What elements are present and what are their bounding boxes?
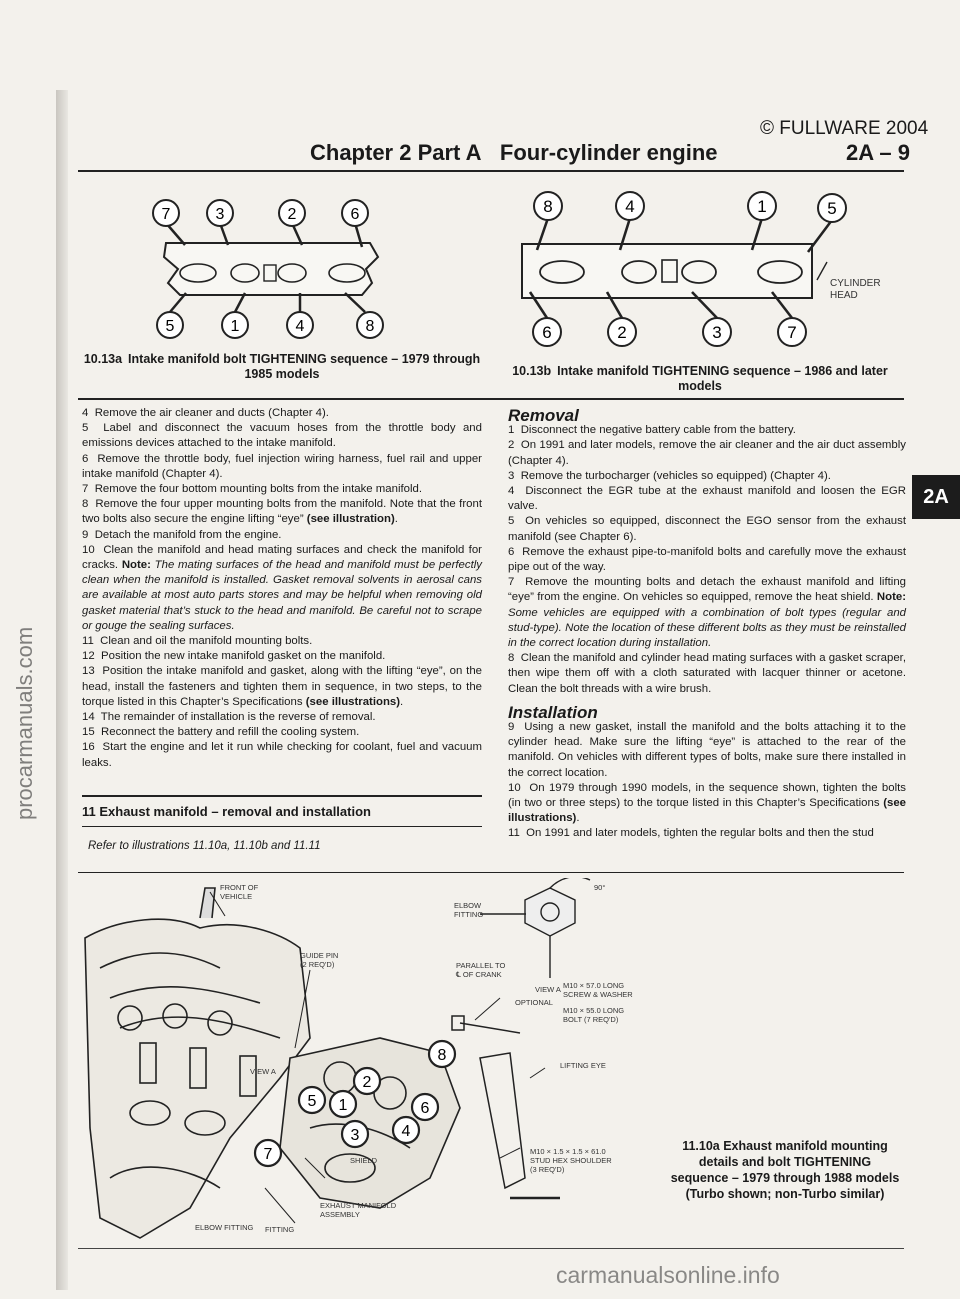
watermark-vertical: procarmanuals.com [12,626,37,820]
illustration-reference: (see illustrations) [508,797,906,825]
figure-10-13b [512,182,892,362]
para-text: Reconnect the battery and refill the cooling system. [101,726,360,739]
paragraph [82,634,482,649]
exhaust-bolt-label-7: 7 [263,1146,273,1163]
para-text: Disconnect the EGR tube at the exhaust manifold and loosen the EGR valve. [508,485,906,513]
exhaust-bolt-label-8: 8 [437,1047,447,1064]
exhaust-bolt-label-1: 1 [338,1097,348,1114]
para-text: Remove the turbocharger (vehicles so equipped) (Chapter 4). [520,469,831,482]
bolt-labels-a-bottom [157,312,383,338]
removal-heading: Removal [508,406,579,425]
para-number: 15 [82,726,95,739]
paragraph [82,543,482,634]
label-bolt-2: BOLT (7 REQ'D) [563,1015,619,1024]
label-guide-pin: GUIDE PIN [300,951,339,960]
label-vehicle: VEHICLE [220,892,253,901]
para-text: Position the intake manifold and gasket, along with the lifting “eye”, on the head, install the fasteners and tighten them in sequence, in two steps, to the torque listed in this Chapter’s Specifications [82,665,482,708]
section-rule-bottom [82,826,482,827]
para-text: Remove the air cleaner and ducts (Chapter 4). [94,407,329,419]
para-text: Remove the throttle body, fuel injection wiring harness, fuel rail and upper intake manifold (Chapter 4). [82,452,482,480]
para-number: 10 [82,543,95,556]
cylinder-head-callout-2: HEAD [830,290,858,301]
caption-10-13b [510,364,890,394]
paragraph [82,528,482,543]
left-column [82,406,482,771]
paragraph [508,651,906,697]
para-number: 8 [82,498,89,511]
footer-rule [78,1248,904,1249]
para-number: 10 [508,781,521,794]
bolt-label-a-top-4: 6 [350,206,360,223]
paragraph [508,514,906,544]
exhaust-bolt-label-6: 6 [420,1100,430,1117]
illustration-reference: (see illustrations) [305,695,401,708]
engine-block-drawing [85,888,310,1238]
para-number: 16 [82,741,95,754]
page-binding-shadow [56,90,68,1290]
paragraph [82,421,482,451]
para-tail: . [400,695,404,708]
para-number: 5 [82,422,89,435]
para-text: Label and disconnect the vacuum hoses from the throttle body and emissions devices attached to the intake manifold. [82,422,482,450]
exhaust-bolt-label-4: 4 [401,1123,411,1140]
para-tail: . [394,513,398,526]
paragraph [82,740,482,770]
para-number: 12 [82,650,95,663]
label-view-a: VIEW A [535,985,561,994]
label-view-a-2: VIEW A [250,1067,276,1076]
para-number: 11 [508,827,520,840]
header-rule [78,170,904,172]
para-text: Detach the manifold from the engine. [94,528,282,541]
label-elbow-fitting: ELBOW FITTING [195,1223,254,1232]
note-text: The mating surfaces of the head and manifold must be perfectly clean when the manifold is installed. Gasket removal solvents in aerosal cans are available at most auto parts stores and may be helpful when removing old gasket material that’s stuck to the head and manifold. Be careful not to scrape or gouge the sealing surfaces. [82,559,482,632]
illustration-reference: (see illustration) [306,513,395,526]
para-text: Disconnect the negative battery cable from the battery. [520,424,796,437]
paragraph [508,826,906,841]
para-text: Clean the manifold and cylinder head mating surfaces with a gasket scraper, then wipe them off with a cloth saturated with lacquer thinner or acetone. Clean the bolt threads with a wire brush. [508,652,906,695]
figure-10-13a [140,185,420,350]
copyright-notice: © FULLWARE 2004 [760,118,929,139]
para-number: 7 [82,483,89,496]
bolt-label-b-top-2: 4 [625,197,635,216]
label-stud-3: (3 REQ'D) [530,1165,565,1174]
paragraph [82,497,482,527]
figure-11-10a [80,878,660,1248]
watermark-footer: carmanualsonline.info [556,1262,780,1288]
exhaust-bolt-label-3: 3 [350,1127,360,1144]
bolt-label-b-bottom-4: 7 [787,323,797,342]
exhaust-bolt-label-2: 2 [362,1074,372,1091]
para-number: 7 [508,576,515,589]
para-number: 5 [508,515,515,528]
figures-rule [78,398,904,400]
bolt-label-a-top-2: 3 [215,206,225,223]
bolt-label-b-top-3: 1 [757,197,767,216]
paragraph [82,710,482,725]
label-exhaust-2: ASSEMBLY [320,1210,360,1219]
bolt-labels-b-bottom [533,318,806,346]
bolt-label-a-bottom-1: 5 [165,318,175,335]
label-fitting: FITTING [454,910,484,919]
para-number: 1 [508,424,515,437]
label-parallel: PARALLEL TO [456,961,506,970]
label-screw-2: SCREW & WASHER [563,990,633,999]
label-stud-1: M10 × 1.5 × 1.5 × 61.0 [530,1147,606,1156]
para-text: Remove the four bottom mounting bolts from the intake manifold. [94,483,423,496]
label-elbow: ELBOW [454,901,482,910]
label-90-degrees: 90° [594,883,606,892]
para-number: 9 [82,528,89,541]
header-chapter: Chapter 2 Part A [310,140,482,165]
bolt-label-a-bottom-2: 1 [230,318,240,335]
label-guide-req: (2 REQ'D) [300,960,335,969]
paragraph [82,482,482,497]
paragraph [82,649,482,664]
bolt-labels-b-top [534,192,846,222]
note-label: Note: [876,591,907,604]
label-front-of: FRONT OF [220,883,259,892]
label-screw-1: M10 × 57.0 LONG [563,981,625,990]
para-text: On 1991 and later models, tighten the regular bolts and then the stud [526,827,874,840]
label-bolt-1: M10 × 55.0 LONG [563,1006,625,1015]
exhaust-bolt-label-5: 5 [307,1093,317,1110]
paragraph [508,575,906,651]
label-fitting-2: FITTING [265,1225,295,1234]
caption-10-13a [82,352,482,382]
para-text: Clean and oil the manifold mounting bolts. [100,635,313,648]
para-number: 2 [508,439,515,452]
caption-10-13a-number: 10.13a [83,352,123,366]
para-text: On 1979 through 1990 models, in the sequence shown, tighten the bolts (in two or three steps) to the torque listed in this Chapter’s Specifications [508,781,906,810]
manifold-outline-b [522,244,812,298]
paragraph [508,720,906,781]
bolt-label-a-top-3: 2 [287,206,297,223]
text-bottom-rule [78,872,904,873]
bolt-label-b-bottom-1: 6 [542,323,552,342]
para-number: 4 [508,485,515,498]
para-text: Remove the exhaust pipe-to-manifold bolts and carefully move the exhaust pipe out of the way. [508,545,906,574]
chapter-side-tab: 2A [912,475,960,519]
para-number: 6 [508,545,515,558]
installation-heading: Installation [508,702,598,722]
para-number: 6 [82,452,89,465]
paragraph [508,469,906,484]
para-text: Position the new intake manifold gasket on the manifold. [101,650,386,663]
para-number: 11 [82,635,94,648]
para-number: 8 [508,652,515,665]
label-shield: SHIELD [350,1156,378,1165]
bolt-labels-a-top [153,200,368,226]
paragraph [82,452,482,482]
note-text: Some vehicles are equipped with a combination of bolt types (regular and stud-type). Note the location of these different bolts as they must be reinstalled in the correct location during installation. [508,606,906,650]
caption-11-10a: 11.10a Exhaust manifold mounting details and bolt TIGHTENING sequence – 1979 through 1988 models (Turbo shown; non-Turbo similar) [670,1139,900,1201]
bolt-label-a-top-1: 7 [161,206,171,223]
caption-10-13b-text: Intake manifold TIGHTENING sequence – 1986 and later models [557,364,888,393]
para-text: Remove the mounting bolts and detach the exhaust manifold and lifting “eye” from the engine. On vehicles so equipped, remove the heat shield. [508,576,906,604]
cylinder-head-callout-1: CYLINDER [830,278,881,289]
para-text: Start the engine and let it run while checking for coolant, fuel and vacuum leaks. [82,741,482,769]
bolt-label-b-top-1: 8 [543,197,553,216]
para-text: On 1991 and later models, remove the air cleaner and the air duct assembly (Chapter 4). [508,439,906,467]
header-chapter-title [310,140,718,166]
label-optional: OPTIONAL [515,998,553,1007]
paragraph [82,725,482,740]
para-tail: . [576,812,580,825]
refer-illustrations: Refer to illustrations 11.10a, 11.10b and 11.11 [88,840,321,852]
para-number: 4 [82,407,89,419]
paragraph [508,484,906,514]
section-heading: 11 Exhaust manifold – removal and installation [82,804,371,819]
note-label: Note: [121,559,151,572]
bolt-label-b-top-4: 5 [827,199,837,218]
right-column [508,408,906,842]
para-text: Clean the manifold and head mating surfaces and check the manifold for cracks. [82,543,482,572]
paragraph [508,423,906,438]
para-text: Using a new gasket, install the manifold and the bolts attaching it to the cylinder head. Make sure the lifting “eye” is attached to the rear of the manifold. On vehicles with different types of bolts, make sure there installed in the correct location. [508,721,906,779]
paragraph [508,781,906,827]
bolt-label-b-bottom-2: 2 [617,323,627,342]
para-text: The remainder of installation is the reverse of removal. [100,711,376,724]
label-stud-2: STUD HEX SHOULDER [530,1156,612,1165]
bolt-label-a-bottom-4: 8 [365,318,375,335]
para-number: 14 [82,711,95,724]
caption-10-13b-number: 10.13b [512,364,552,378]
para-text: On vehicles so equipped, disconnect the EGO sensor from the exhaust manifold (see Chapter 6). [508,515,906,543]
manifold-outline-a [164,243,378,295]
label-exhaust-1: EXHAUST MANIFOLD [320,1201,397,1210]
paragraph [508,545,906,575]
bolt-label-a-bottom-3: 4 [295,318,305,335]
paragraph [82,406,482,421]
header-title: Four-cylinder engine [499,140,718,165]
label-crank: ℄ OF CRANK [456,970,502,979]
para-text: Remove the four upper mounting bolts from the manifold. Note that the front two bolts also secure the engine lifting “eye” [82,498,482,526]
para-number: 9 [508,721,515,734]
caption-10-13a-text: Intake manifold bolt TIGHTENING sequence – 1979 through 1985 models [128,352,481,381]
label-lifting-eye: LIFTING EYE [560,1061,606,1070]
section-rule-top [82,795,482,797]
paragraph [82,664,482,710]
para-number: 3 [508,469,515,482]
bolt-label-b-bottom-3: 3 [712,323,722,342]
header-page-number: 2A – 9 [845,140,910,165]
para-number: 13 [82,665,95,678]
paragraph [508,438,906,468]
